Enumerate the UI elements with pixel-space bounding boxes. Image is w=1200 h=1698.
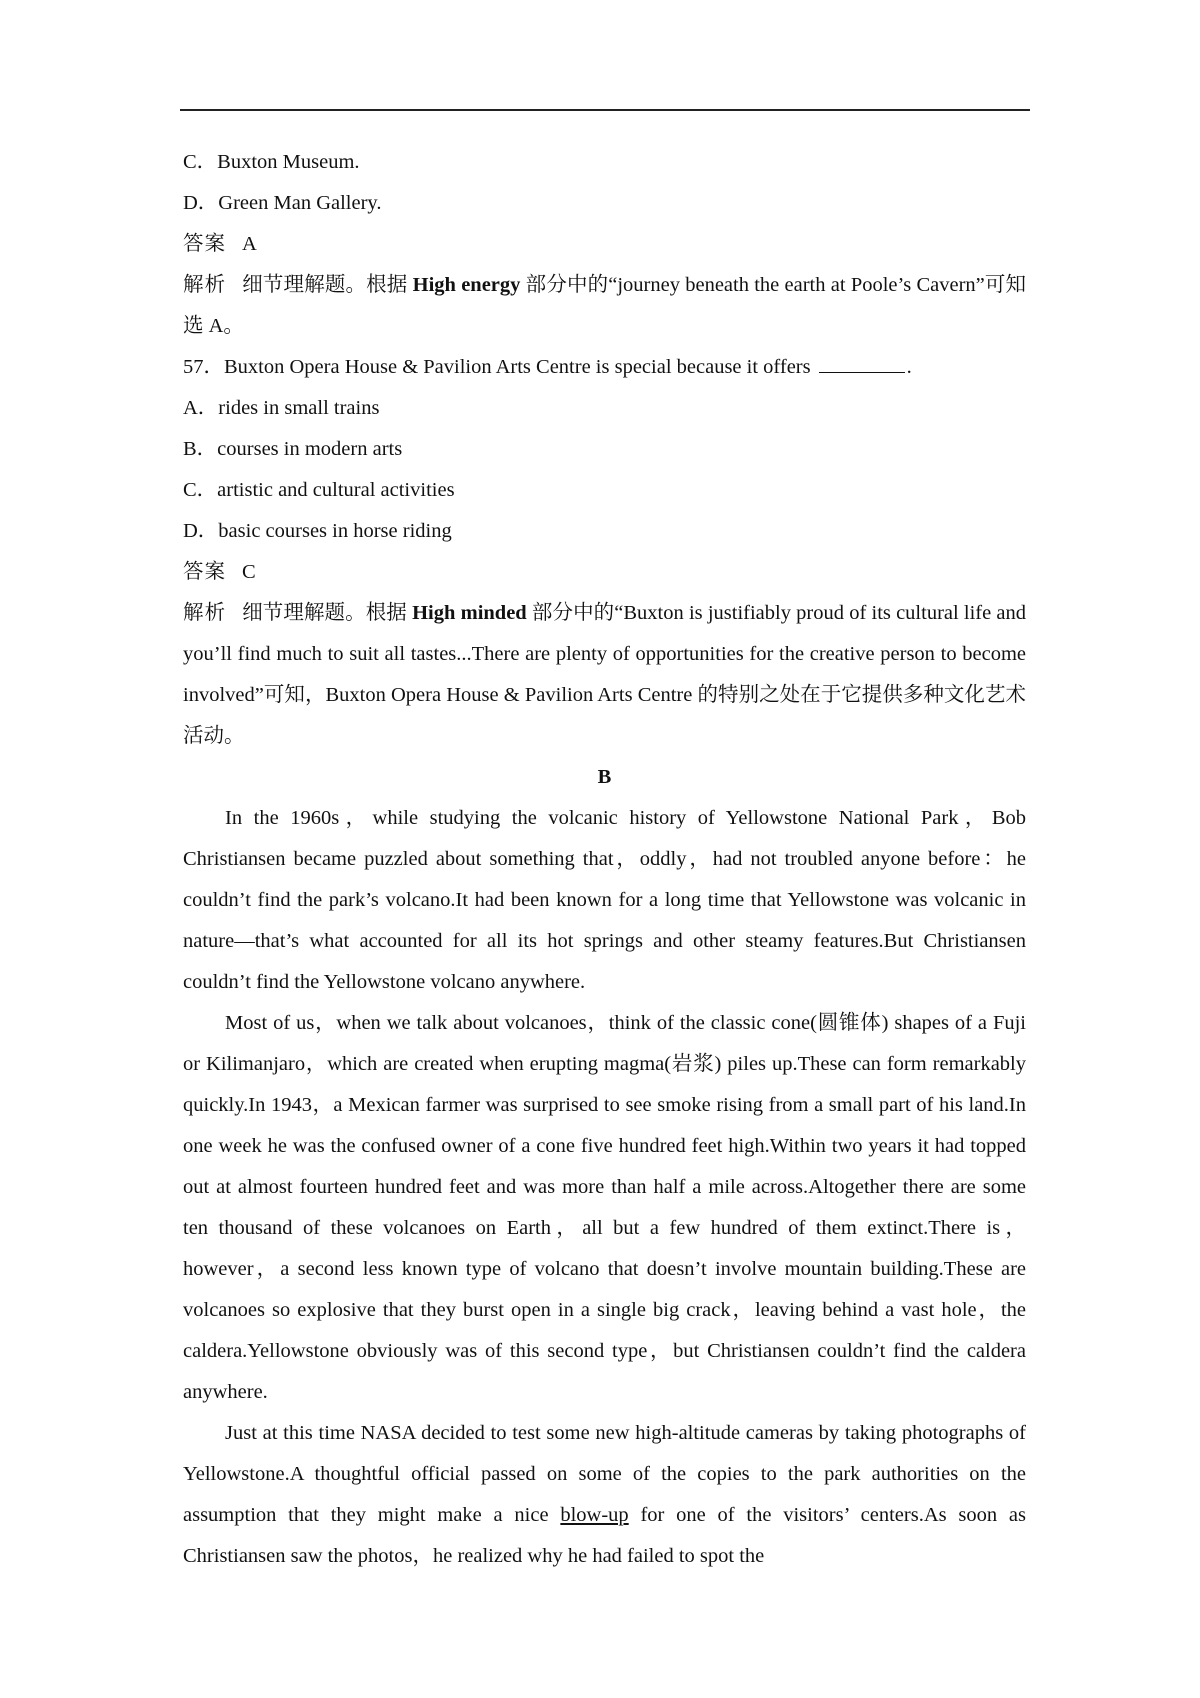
- explanation-label: 解析: [183, 274, 227, 296]
- passage-paragraph-1: In the 1960s，while studying the volcanic history of Yellowstone National Park，Bob Christiansen became puzzled about something that，oddly，had not troubled anyone before：he couldn’t find the park’s volcano.It had been known for a long time that Yellowstone was volcanic in nature—that’s what accounted for all its hot springs and other steamy features.But Christiansen couldn’t find the Yellowstone volcano anywhere.: [183, 807, 1026, 993]
- passage-paragraph-2: Most of us，when we talk about volcanoes，think of the classic cone(圆锥体) shapes of a Fuji or Kilimanjaro，which are created when erupting magma(岩浆) piles up.These can form remarkably quickly.In 1943，a Mexican farmer was surprised to see smoke rising from a small part of his land.In one week he was the confused owner of a cone five hundred feet high.Within two years it had topped out at almost fourteen hundred feet and was more than half a mile across.Altogether there are some ten thousand of these volcanoes on Earth，all but a few hundred of them extinct.There is，however，a second less known type of volcano that doesn’t involve mountain building.These are volcanoes so explosive that they burst open in a single big crack，leaving behind a vast hole，the caldera.Yellowstone obviously was of this second type，but Christiansen couldn’t find the caldera anywhere.: [183, 1012, 1026, 1403]
- header-rule: [180, 109, 1030, 111]
- q57-stem: 57．Buxton Opera House & Pavilion Arts Centre is special because it offers .: [183, 347, 1026, 388]
- section-reference: High energy: [412, 274, 521, 296]
- answer-value: A: [242, 233, 257, 255]
- underlined-word: blow-up: [560, 1504, 629, 1526]
- q57-explanation: 解析 细节理解题。根据 High minded 部分中的“Buxton is justifiably proud of its cultural life and you’ll find much to suit all tastes...There are plenty of opportunities for the creative person to become involved”可知，Buxton Opera House & Pavilion Arts Centre 的特别之处在于它提供多种文化艺术活动。: [183, 602, 1027, 747]
- answer-value: C: [242, 561, 256, 583]
- q57-option-d: D．basic courses in horse riding: [183, 520, 452, 542]
- q56-option-c: C．Buxton Museum.: [183, 151, 360, 173]
- q56-explanation: 解析 细节理解题。根据 High energy 部分中的“journey beneath the earth at Poole’s Cavern”可知选 A。: [183, 274, 1027, 337]
- answer-blank: [819, 352, 905, 373]
- answer-label: 答案: [183, 233, 226, 255]
- explanation-label: 解析: [183, 602, 227, 624]
- q56-answer: [183, 224, 1026, 265]
- q57-answer: [183, 552, 1026, 593]
- q56-option-d: D．Green Man Gallery.: [183, 192, 382, 214]
- q57-option-c: C．artistic and cultural activities: [183, 479, 455, 501]
- q57-option-a: A．rides in small trains: [183, 397, 380, 419]
- passage-paragraph-3: Just at this time NASA decided to test some new high-altitude cameras by taking photographs of Yellowstone.A thoughtful official passed on some of the copies to the park authorities on the assumption that they might make a nice blow-up for one of the visitors’ centers.As soon as Christiansen saw the photos，he realized why he had failed to spot the: [183, 1422, 1026, 1567]
- section-heading: B: [597, 766, 612, 788]
- answer-label: 答案: [183, 561, 226, 583]
- q57-option-b: B．courses in modern arts: [183, 438, 403, 460]
- section-reference: High minded: [412, 602, 527, 624]
- document-page: [183, 142, 1026, 1577]
